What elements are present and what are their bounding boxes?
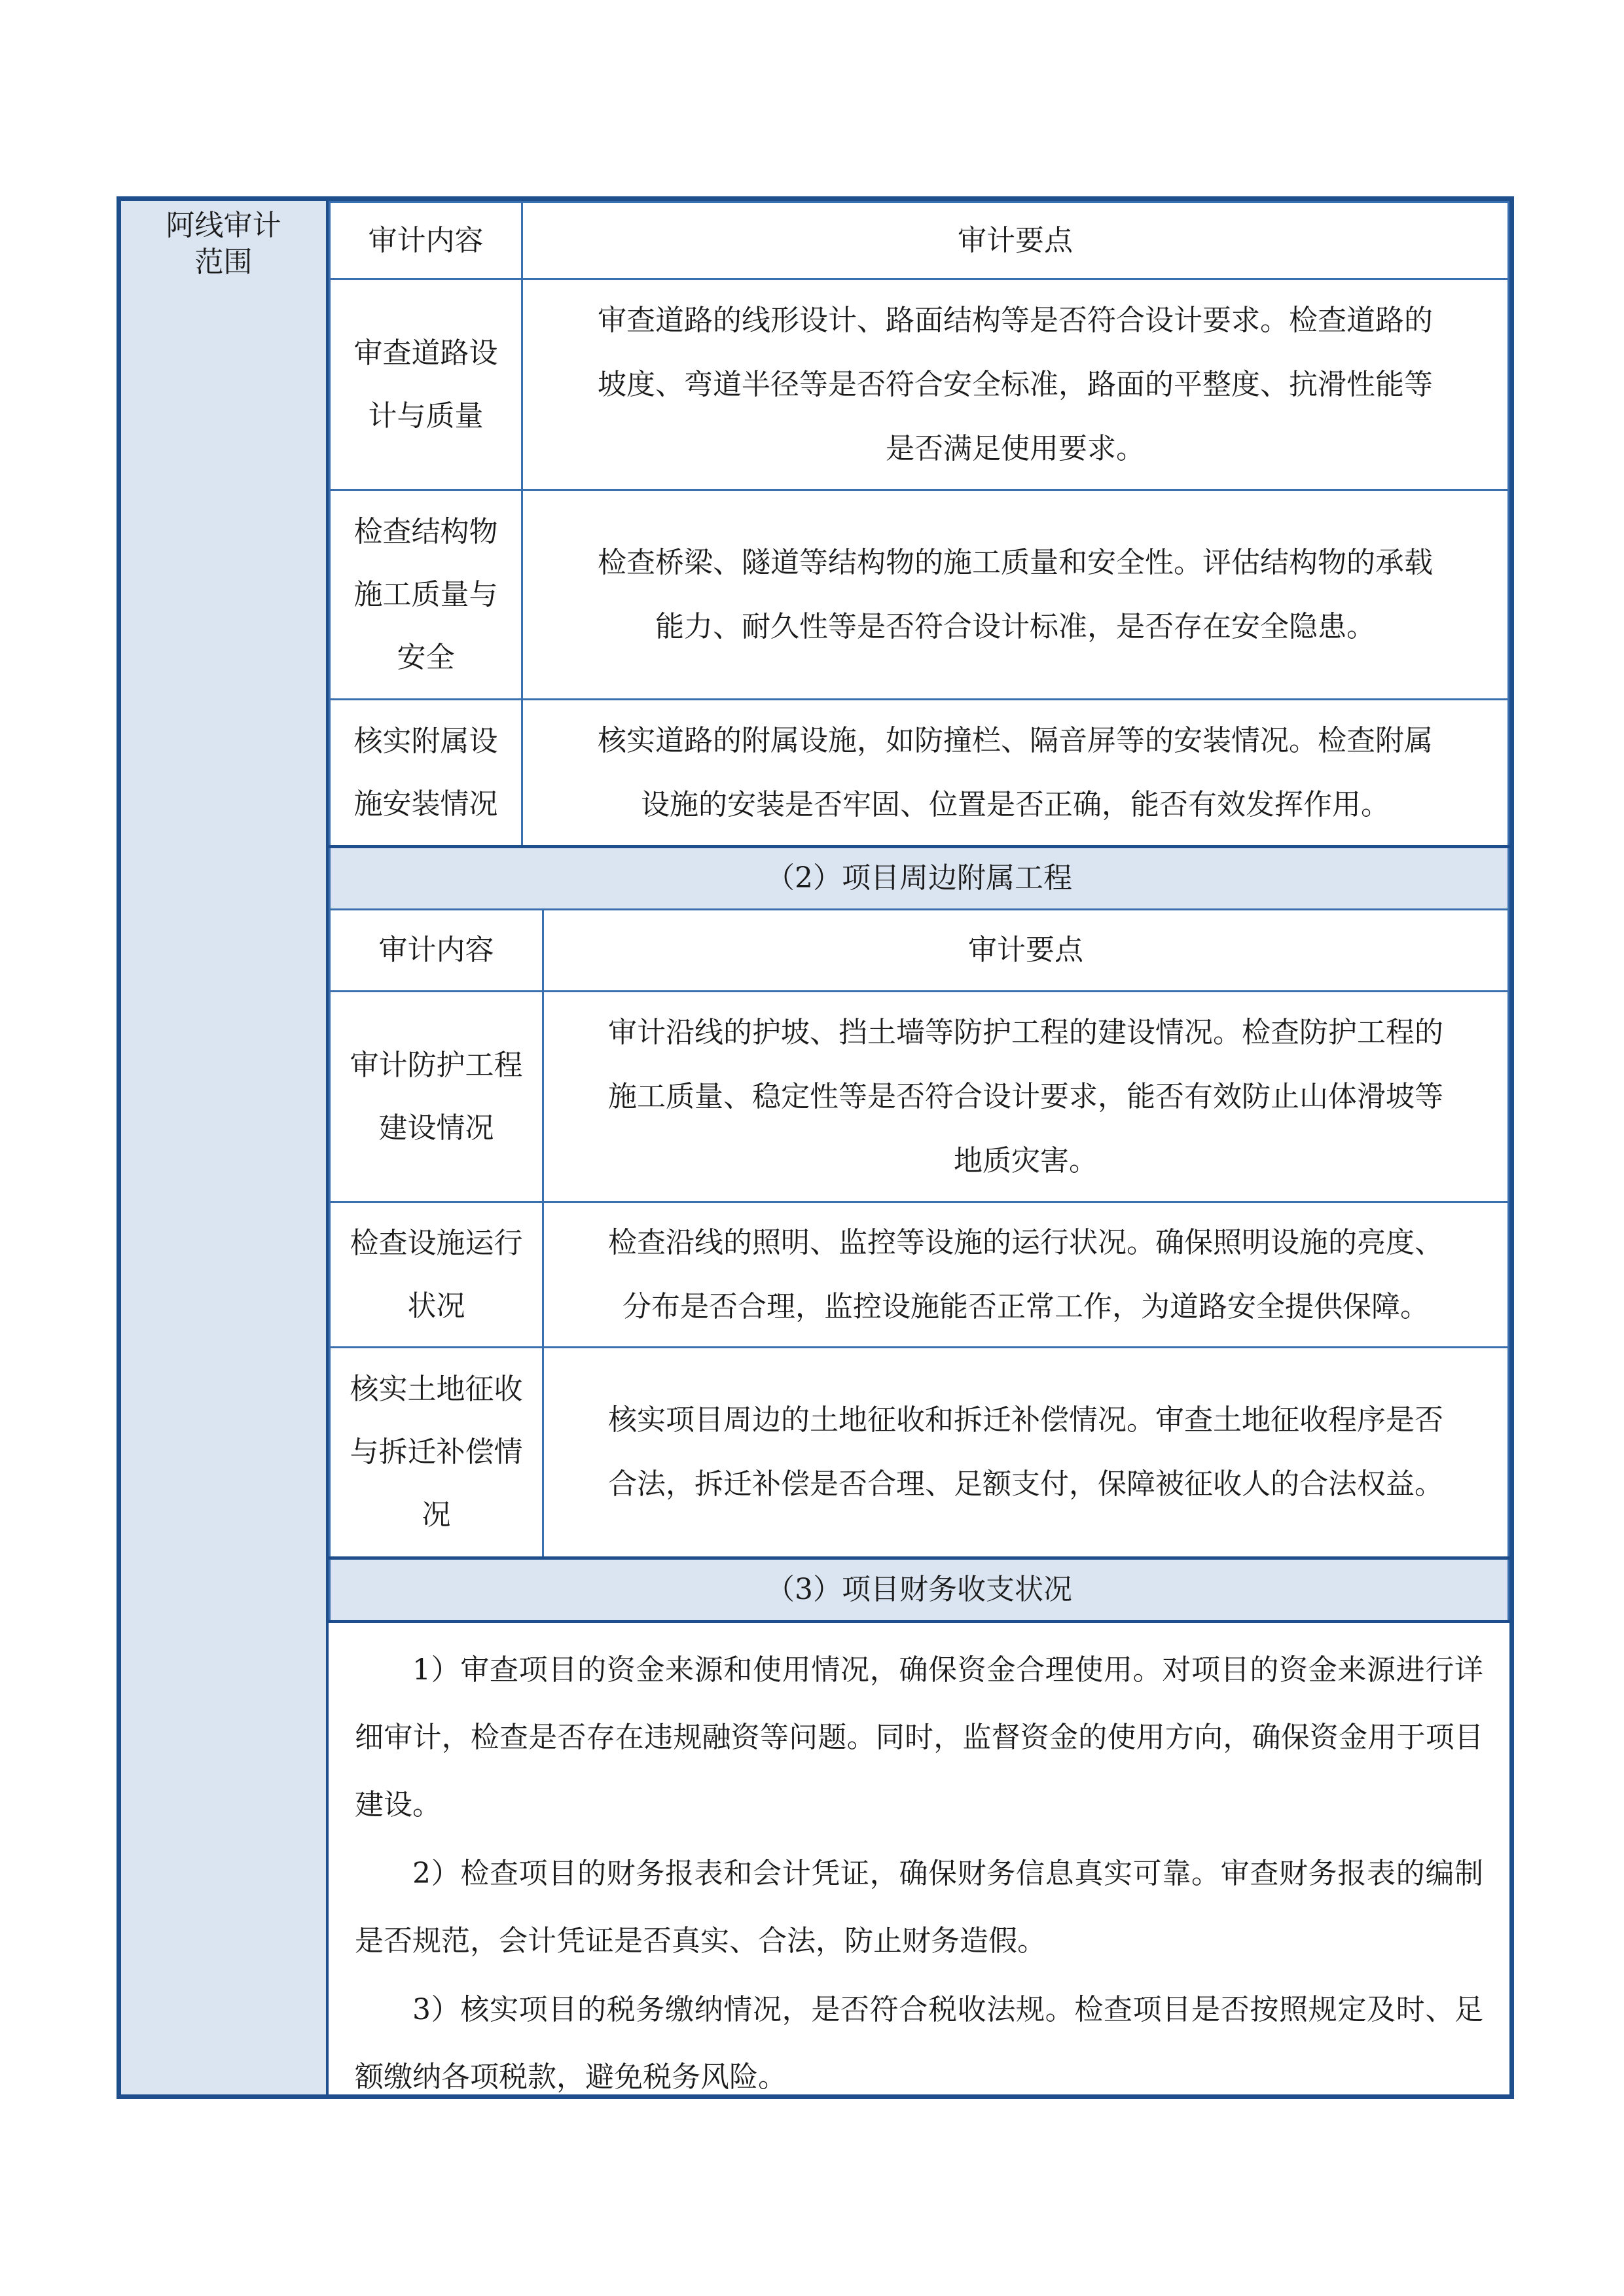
header-points: 审计要点 <box>522 202 1509 279</box>
row-content: 检查设施运行 状况 <box>330 1202 543 1348</box>
row-content: 审查道路设 计与质量 <box>330 279 522 490</box>
row-points: 检查桥梁、隧道等结构物的施工质量和安全性。评估结构物的承载 能力、耐久性等是否符合设计标准，是否存在安全隐患。 <box>522 490 1509 700</box>
table-row <box>330 490 1509 700</box>
section-title: （3）项目财务收支状况 <box>330 1558 1509 1622</box>
row-points: 核实道路的附属设施，如防撞栏、隔音屏等的安装情况。检查附属 设施的安装是否牢固、位置是否正确，能否有效发挥作用。 <box>522 700 1509 847</box>
side-label: 阿线审计 范围 <box>166 209 281 279</box>
row-points: 审查道路的线形设计、路面结构等是否符合设计要求。检查道路的 坡度、弯道半径等是否符合安全标准，路面的平整度、抗滑性能等 是否满足使用要求。 <box>522 279 1509 490</box>
content-area <box>329 201 1509 2094</box>
header-content: 审计内容 <box>330 202 522 279</box>
section-header-row <box>330 847 1509 910</box>
table-row <box>330 279 1509 490</box>
table-header-row <box>330 910 1509 992</box>
row-content: 检查结构物 施工质量与 安全 <box>330 490 522 700</box>
header-content: 审计内容 <box>330 910 543 992</box>
section-header-row <box>330 1558 1509 1622</box>
section-title: （2）项目周边附属工程 <box>330 847 1509 910</box>
audit-scope-frame <box>117 196 1514 2099</box>
table-row <box>330 992 1509 1202</box>
road-audit-table <box>329 201 1509 912</box>
row-content: 审计防护工程 建设情况 <box>330 992 543 1202</box>
row-points: 审计沿线的护坡、挡土墙等防护工程的建设情况。检查防护工程的 施工质量、稳定性等是否符合设计要求，能否有效防止山体滑坡等 地质灾害。 <box>543 992 1509 1202</box>
table-header-row <box>330 202 1509 279</box>
finance-paragraphs <box>329 1623 1509 2111</box>
ancillary-works-table <box>329 908 1509 1623</box>
paragraph: 3）核实项目的税务缴纳情况，是否符合税收法规。检查项目是否按照规定及时、足额缴纳各项税款，避免税务风险。 <box>355 1993 1483 2094</box>
table-row <box>330 1202 1509 1348</box>
paragraph: 1）审查项目的资金来源和使用情况，确保资金合理使用。对项目的资金来源进行详细审计，检查是否存在违规融资等问题。同时，监督资金的使用方向，确保资金用于项目建设。 <box>355 1653 1483 1821</box>
table-row <box>330 700 1509 847</box>
header-points: 审计要点 <box>543 910 1509 992</box>
row-content: 核实土地征收 与拆迁补偿情 况 <box>330 1348 543 1558</box>
row-points: 核实项目周边的土地征收和拆迁补偿情况。审查土地征收程序是否 合法，拆迁补偿是否合理、足额支付，保障被征收人的合法权益。 <box>543 1348 1509 1558</box>
row-content: 核实附属设 施安装情况 <box>330 700 522 847</box>
side-column <box>121 201 329 2094</box>
row-points: 检查沿线的照明、监控等设施的运行状况。确保照明设施的亮度、 分布是否合理，监控设施能否正常工作，为道路安全提供保障。 <box>543 1202 1509 1348</box>
table-row <box>330 1348 1509 1558</box>
paragraph: 2）检查项目的财务报表和会计凭证，确保财务信息真实可靠。审查财务报表的编制是否规范，会计凭证是否真实、合法，防止财务造假。 <box>355 1857 1483 1958</box>
